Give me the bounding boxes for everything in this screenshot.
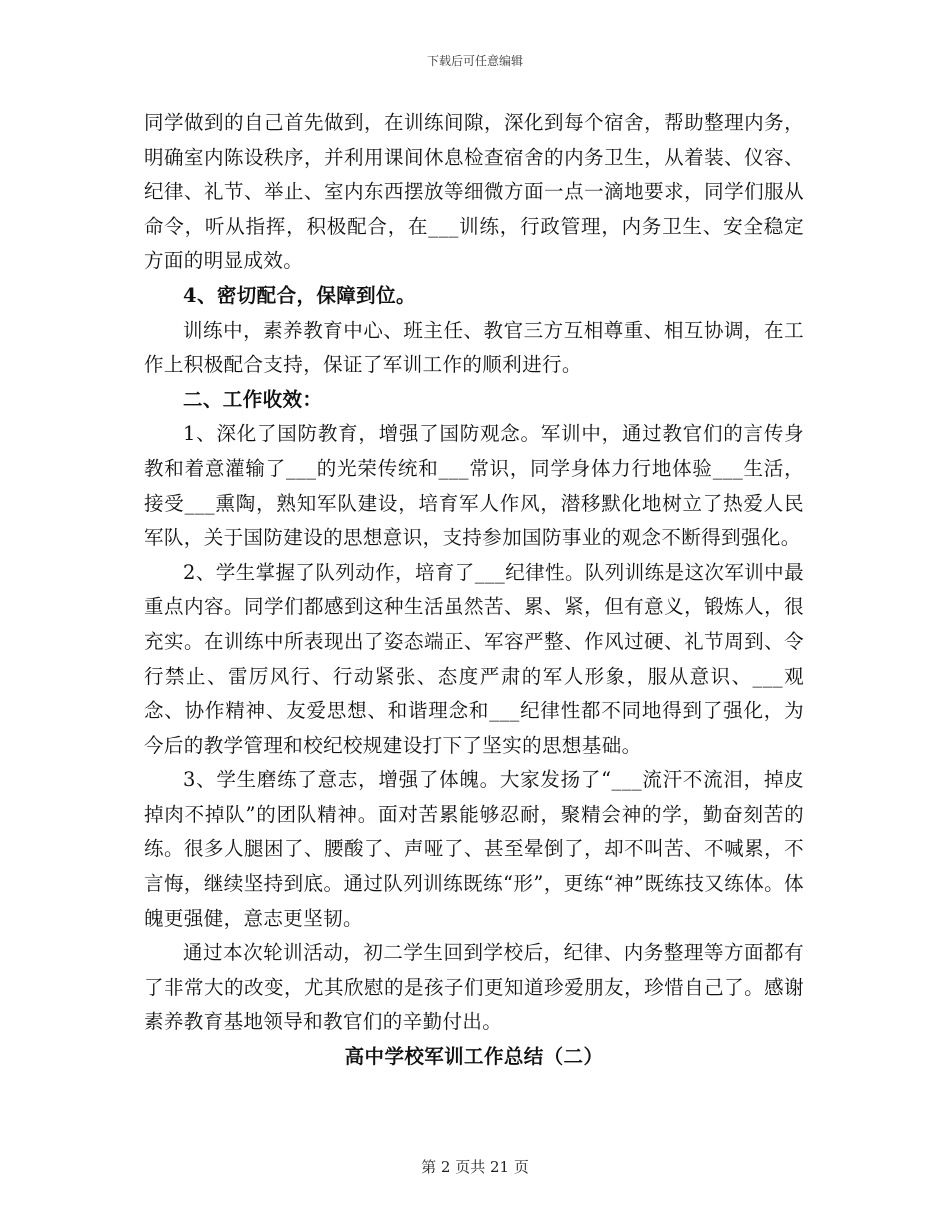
page-header: 下载后可任意编辑	[426, 54, 523, 68]
paragraph-result-3: 3、学生磨练了意志，增强了体魄。大家发扬了“___流汗不流泪，掉皮掉肉不掉队”的团队精神。面对苦累能够忍耐，聚精会神的学，勤奋刻苦的练。很多人腿困了、腰酸了、声哑了、甚至晕倒了，却不叫苦、不喊累，不言悔，继续坚持到底。通过队列训练既练“形”，更练“神”既练技又练体。体魄更强健，意志更坚韧。	[144, 768, 804, 930]
section-heading-cooperation: 4、密切配合，保障到位。	[183, 283, 416, 307]
paragraph-result-1: 1、深化了国防教育，增强了国防观念。军训中，通过教官们的言传身教和着意灌输了___的光荣传统和___常识，同学身体力行地体验___生活，接受___熏陶，熟知军队建设，培育军人作风，潜移默化地树立了热爱人民军队，关于国防建设的思想意识，支持参加国防事业的观念不断得到强化。	[144, 422, 804, 550]
paragraph-cooperation: 训练中，素养教育中心、班主任、教官三方互相尊重、相互协调，在工作上积极配合支持，保证了军训工作的顺利进行。	[144, 318, 804, 377]
document-body	[144, 106, 804, 1075]
page-footer: 第 2 页共 21 页	[421, 1158, 529, 1176]
paragraph-continued: 同学做到的自己首先做到，在训练间隙，深化到每个宿舍，帮助整理内务，明确室内陈设秩序，并利用课间休息检查宿舍的内务卫生，从着装、仪容、纪律、礼节、举止、室内东西摆放等细微方面一点一滴地要求，同学们服从命令，听从指挥，积极配合，在___训练，行政管理，内务卫生、安全稳定方面的明显成效。	[144, 111, 804, 273]
section-heading-results: 二、工作收效：	[183, 387, 323, 411]
document-title-part-two: 高中学校军训工作总结（二）	[344, 1045, 604, 1069]
paragraph-conclusion: 通过本次轮训活动，初二学生回到学校后，纪律、内务整理等方面都有了非常大的改变，尤其欣慰的是孩子们更知道珍爱朋友，珍惜自己了。感谢素养教育基地领导和教官们的辛勤付出。	[144, 941, 804, 1034]
paragraph-result-2: 2、学生掌握了队列动作，培育了___纪律性。队列训练是这次军训中最重点内容。同学们都感到这种生活虽然苦、累、紧，但有意义，锻炼人，很充实。在训练中所表现出了姿态端正、军容严整、作风过硬、礼节周到、令行禁止、雷厉风行、行动紧张、态度严肃的军人形象，服从意识、___观念、协作精神、友爱思想、和谐理念和___纪律性都不同地得到了强化，为今后的教学管理和校纪校规建设打下了坚实的思想基础。	[144, 560, 804, 757]
